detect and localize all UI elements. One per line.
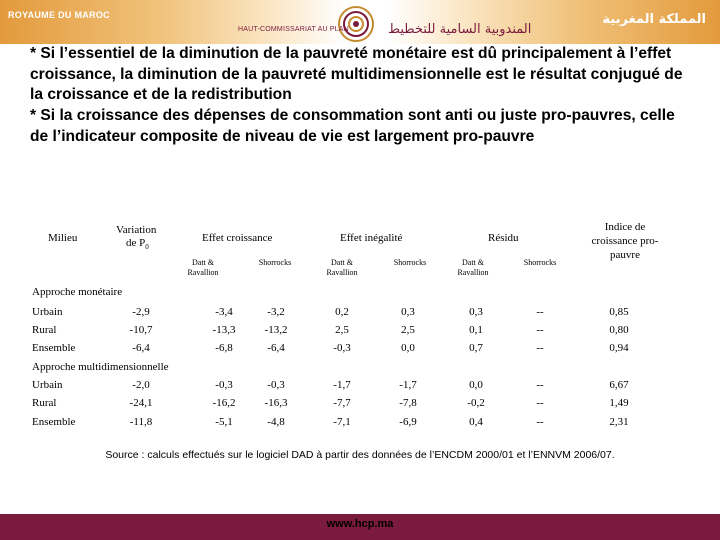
table-cell: 2,31 (609, 416, 629, 428)
table-cell: -1,7 (399, 379, 417, 391)
table-cell: -7,8 (399, 397, 417, 409)
table-cell: -6,9 (399, 416, 417, 428)
table-cell: -7,1 (333, 416, 351, 428)
table-cell: 0,4 (469, 416, 483, 428)
header-variation-line2: de $P_0$ (126, 237, 149, 252)
table-cell: -3,2 (267, 306, 285, 318)
row-label: Urbain (32, 379, 63, 391)
table-cell: -24,1 (129, 397, 153, 409)
intro-paragraph-2: * Si la croissance des dépenses de consommation sont anti ou juste pro-pauvres, celle de l’indicateur composite de niveau de vie est largement pro-pauvre (30, 107, 675, 145)
table-cell: 0,0 (469, 379, 483, 391)
header-effet-croissance: Effet croissance (202, 232, 273, 244)
table-cell: -- (536, 306, 544, 318)
website-link[interactable]: www.hcp.ma (326, 518, 394, 530)
table-cell: -16,2 (212, 397, 236, 409)
table-cell: -13,2 (264, 324, 288, 336)
table-cell: -1,7 (333, 379, 351, 391)
row-label: Ensemble (32, 342, 76, 354)
table-cell: -- (536, 416, 544, 428)
subheader-shorrocks-ei: Shorrocks (393, 258, 427, 267)
kingdom-arabic-label: المملكة المغربية (602, 12, 706, 27)
table-cell: -- (536, 397, 544, 409)
table-cell: -- (536, 379, 544, 391)
table-cell: -11,8 (129, 416, 153, 428)
header-milieu: Milieu (48, 232, 78, 244)
table-cell: -0,3 (215, 379, 233, 391)
table-cell: -13,3 (212, 324, 236, 336)
row-label: Rural (32, 397, 57, 409)
table-cell: -4,8 (267, 416, 285, 428)
table-cell: -10,7 (129, 324, 153, 336)
header-indice-line3: pauvre (610, 249, 640, 261)
table-cell: 0,3 (469, 306, 483, 318)
table-cell: -6,8 (215, 342, 233, 354)
subheader-shorrocks-ec: Shorrocks (258, 258, 292, 267)
table-cell: 0,85 (609, 306, 629, 318)
table-cell: 6,67 (609, 379, 629, 391)
table-cell: -0,3 (267, 379, 285, 391)
table-cell: -16,3 (264, 397, 288, 409)
header-effet-inegalite: Effet inégalité (340, 232, 403, 244)
table-cell: -2,9 (132, 306, 150, 318)
header-indice-line1: Indice de (604, 221, 646, 233)
table-cell: -- (536, 324, 544, 336)
table-cell: 0,2 (335, 306, 349, 318)
header-banner (0, 0, 720, 44)
header-variation-line1: Variation (116, 224, 157, 236)
hcp-arabic-label: المندوبية السامية للتخطيط (388, 22, 532, 37)
data-table (30, 216, 670, 436)
header-residu: Résidu (488, 232, 519, 244)
subheader-datt-ei: Datt & Ravallion (326, 258, 358, 277)
table-cell: -- (536, 342, 544, 354)
row-label: Rural (32, 324, 57, 336)
subheader-datt-ec: Datt & Ravallion (187, 258, 219, 277)
table-cell: -7,7 (333, 397, 351, 409)
table-cell: 0,0 (401, 342, 415, 354)
table-cell: 0,3 (401, 306, 415, 318)
intro-text (30, 44, 690, 148)
table-cell: 1,49 (609, 397, 629, 409)
table-cell: 2,5 (401, 324, 415, 336)
table-cell: -2,0 (132, 379, 150, 391)
table-cell: -3,4 (215, 306, 233, 318)
table-cell: -6,4 (267, 342, 285, 354)
table-cell: 2,5 (335, 324, 349, 336)
table-cell: 0,80 (609, 324, 629, 336)
kingdom-label: ROYAUME DU MAROC (8, 10, 110, 20)
source-note: Source : calculs effectués sur le logiciel DAD à partir des données de l’ENCDM 2000/01 et l’ENNVM 2006/07. (105, 449, 615, 461)
hcp-label: HAUT-COMMISSARIAT AU PLAN (238, 26, 349, 33)
table-cell: -0,2 (467, 397, 485, 409)
subheader-shorrocks-res: Shorrocks (523, 258, 557, 267)
hcp-logo-icon (336, 4, 376, 44)
table-cell: -5,1 (215, 416, 233, 428)
table-cell: -0,3 (333, 342, 351, 354)
table-cell: 0,1 (469, 324, 483, 336)
header-indice-line2: croissance pro- (591, 235, 659, 247)
table-cell: 0,94 (609, 342, 629, 354)
section-title: Approche monétaire (32, 286, 123, 298)
section-title: Approche multidimensionnelle (32, 361, 169, 373)
table-cell: 0,7 (469, 342, 483, 354)
intro-paragraph-1: * Si l’essentiel de la diminution de la pauvreté monétaire est dû principalement à l’effet croissance, la diminution de la pauvreté multidimensionnelle est le résultat conjugué de la croissance et de la redistribution (30, 45, 683, 104)
row-label: Ensemble (32, 416, 76, 428)
subheader-datt-res: Datt & Ravallion (457, 258, 489, 277)
row-label: Urbain (32, 306, 63, 318)
table-cell: -6,4 (132, 342, 150, 354)
